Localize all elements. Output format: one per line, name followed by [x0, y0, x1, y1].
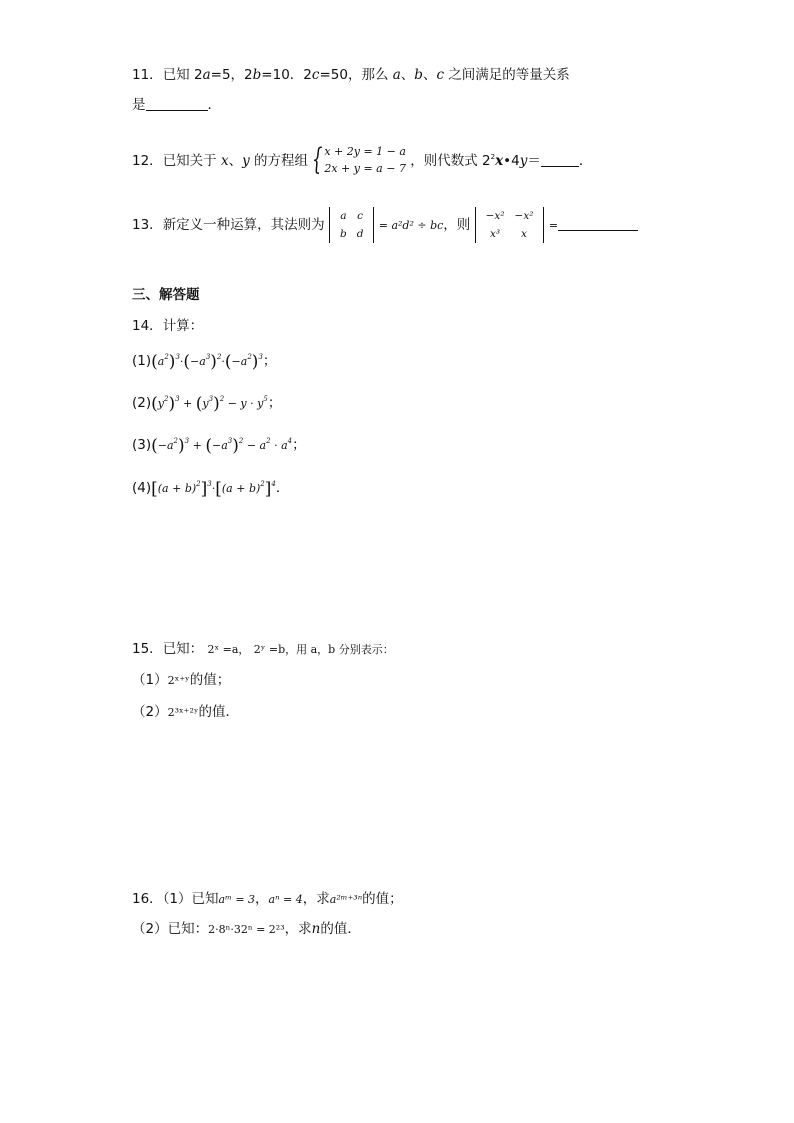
- determinant-definition: a c b d: [329, 207, 374, 243]
- expression-1: $(a^2)^3\cdot(-a^3)^2\cdot(-a^2)^3$: [151, 352, 263, 372]
- brace-symbol: {: [312, 142, 323, 177]
- question-13: 13．新定义一种运算，其法则为 a c b d = a²d² ÷ bc，则 −x² −x² x³ x =: [132, 207, 638, 243]
- expression-2: $(y^2)^3 + (y^3)^2 - y \cdot y^5$: [151, 394, 268, 414]
- question-15: 15．已知： 2ˣ =a， 2ʸ =b，用 a，b 分别表示：: [132, 641, 394, 657]
- question-16-part-2: （2）已知：2·8ⁿ·32ⁿ = 2²³，求n的值．: [132, 921, 361, 937]
- expression-4: $[(a + b)^2]^3\cdot[(a + b)^2]^4$: [151, 479, 276, 499]
- q14-part-1: $(1)(a^2)^3\cdot(-a^3)^2\cdot(-a^2)^3$；: [132, 352, 277, 372]
- q14-part-2: $(2)(y^2)^3 + (y^3)^2 - y \cdot y^5$；: [132, 394, 282, 414]
- q14-part-4: $(4)[(a + b)^2]^3\cdot[(a + b)^2]^4$．: [132, 479, 290, 499]
- q15-part-2: （2）2³ˣ⁺²ʸ的值．: [132, 704, 240, 720]
- expression-3: $(-a^2)^3 + (-a^3)^2 - a^2 \cdot a^4$: [151, 436, 293, 456]
- q15-part-1: （1）2ˣ⁺ʸ的值；: [132, 672, 231, 688]
- determinant-expression: −x² −x² x³ x: [475, 207, 545, 243]
- equation-system: { x + 2y = 1 − a 2x + y = a − 7: [312, 142, 406, 177]
- question-11-line-2: 是 ．: [132, 97, 221, 113]
- question-16-part-1: 16．（1）已知aᵐ = 3，aⁿ = 4，求a²ᵐ⁺³ⁿ的值；: [132, 891, 403, 907]
- answer-blank-11[interactable]: [146, 98, 208, 111]
- answer-blank-12[interactable]: [541, 154, 579, 167]
- section-heading: 三、解答题: [132, 287, 200, 303]
- question-11-line-1: 11．已知 2a=5，2b=10．2c=50，那么 a、b、c 之间满足的等量关系: [132, 67, 570, 83]
- question-14: 14．计算：: [132, 318, 204, 334]
- question-12: 12．已知关于 x、y 的方程组 { x + 2y = 1 − a 2x + y = a − 7 ，则代数式 $2^2x•4y=$ ．: [132, 142, 593, 177]
- answer-blank-13[interactable]: [558, 218, 638, 231]
- q14-part-3: $(3)(-a^2)^3 + (-a^3)^2 - a^2 \cdot a^4$；: [132, 436, 306, 456]
